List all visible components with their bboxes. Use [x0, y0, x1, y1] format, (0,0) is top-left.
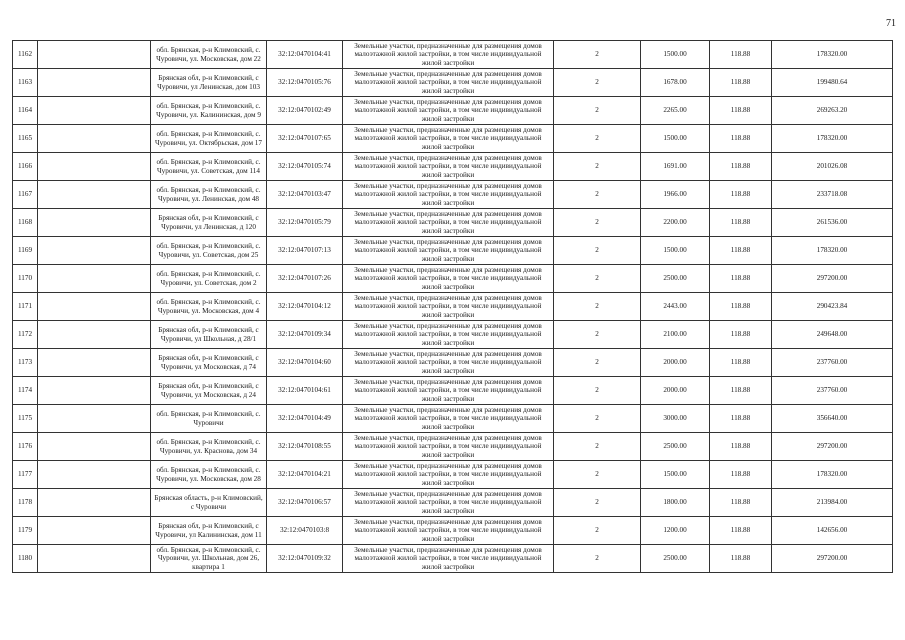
land-use-cell: Земельные участки, предназначенные для размещения домов малоэтажной жилой застройки, в том числе индивидуальной жилой застройки: [343, 545, 554, 573]
table-row: [13, 405, 893, 433]
blank-cell: [38, 377, 151, 405]
land-use-cell: Земельные участки, предназначенные для размещения домов малоэтажной жилой застройки, в том числе индивидуальной жилой застройки: [343, 293, 554, 321]
row-number-cell: 1166: [13, 153, 38, 181]
land-use-cell: Земельные участки, предназначенные для размещения домов малоэтажной жилой застройки, в том числе индивидуальной жилой застройки: [343, 321, 554, 349]
land-use-cell: Земельные участки, предназначенные для размещения домов малоэтажной жилой застройки, в том числе индивидуальной жилой застройки: [343, 349, 554, 377]
cadastral-value-cell: 201026.08: [772, 153, 893, 181]
cadastral-number-cell: 32:12:0470107:13: [267, 237, 343, 265]
group-cell: 2: [554, 377, 641, 405]
address-cell: Брянская обл, р-н Климовский, с Чуровичи, ул Школьная, д 28/1: [151, 321, 267, 349]
table-row: [13, 545, 893, 573]
address-cell: обл. Брянская, р-н Климовский, с. Чуровичи, ул. Школьная, дом 26, квартира 1: [151, 545, 267, 573]
table-row: [13, 153, 893, 181]
area-cell: 2000.00: [641, 377, 710, 405]
rate-cell: 118.88: [710, 405, 772, 433]
group-cell: 2: [554, 265, 641, 293]
area-cell: 1500.00: [641, 125, 710, 153]
land-use-cell: Земельные участки, предназначенные для размещения домов малоэтажной жилой застройки, в том числе индивидуальной жилой застройки: [343, 461, 554, 489]
cadastral-number-cell: 32:12:0470106:57: [267, 489, 343, 517]
row-number-cell: 1165: [13, 125, 38, 153]
rate-cell: 118.88: [710, 265, 772, 293]
cadastral-value-table: [12, 40, 893, 573]
area-cell: 2500.00: [641, 265, 710, 293]
cadastral-number-cell: 32:12:0470108:55: [267, 433, 343, 461]
land-use-cell: Земельные участки, предназначенные для размещения домов малоэтажной жилой застройки, в том числе индивидуальной жилой застройки: [343, 41, 554, 69]
blank-cell: [38, 209, 151, 237]
blank-cell: [38, 405, 151, 433]
group-cell: 2: [554, 517, 641, 545]
blank-cell: [38, 461, 151, 489]
cadastral-number-cell: 32:12:0470107:26: [267, 265, 343, 293]
blank-cell: [38, 265, 151, 293]
table-row: [13, 237, 893, 265]
rate-cell: 118.88: [710, 517, 772, 545]
table-row: [13, 293, 893, 321]
cadastral-number-cell: 32:12:0470105:74: [267, 153, 343, 181]
address-cell: обл. Брянская, р-н Климовский, с. Чуровичи, ул. Советская, дом 114: [151, 153, 267, 181]
area-cell: 2100.00: [641, 321, 710, 349]
rate-cell: 118.88: [710, 461, 772, 489]
group-cell: 2: [554, 433, 641, 461]
blank-cell: [38, 321, 151, 349]
row-number-cell: 1170: [13, 265, 38, 293]
group-cell: 2: [554, 545, 641, 573]
cadastral-value-cell: 261536.00: [772, 209, 893, 237]
cadastral-value-cell: 199480.64: [772, 69, 893, 97]
group-cell: 2: [554, 97, 641, 125]
address-cell: обл. Брянская, р-н Климовский, с. Чуровичи: [151, 405, 267, 433]
area-cell: 1966.00: [641, 181, 710, 209]
address-cell: обл. Брянская, р-н Климовский, с. Чуровичи, ул. Московская, дом 22: [151, 41, 267, 69]
area-cell: 1500.00: [641, 237, 710, 265]
blank-cell: [38, 69, 151, 97]
row-number-cell: 1177: [13, 461, 38, 489]
blank-cell: [38, 41, 151, 69]
group-cell: 2: [554, 489, 641, 517]
cadastral-value-cell: 233718.08: [772, 181, 893, 209]
table-row: [13, 461, 893, 489]
address-cell: обл. Брянская, р-н Климовский, с. Чуровичи, ул. Краснова, дом 34: [151, 433, 267, 461]
blank-cell: [38, 181, 151, 209]
address-cell: Брянская обл, р-н Климовский, с Чуровичи, ул Калининская, дом 11: [151, 517, 267, 545]
address-cell: Брянская обл, р-н Климовский, с Чуровичи, ул Московская, д 74: [151, 349, 267, 377]
blank-cell: [38, 125, 151, 153]
group-cell: 2: [554, 405, 641, 433]
row-number-cell: 1173: [13, 349, 38, 377]
row-number-cell: 1171: [13, 293, 38, 321]
cadastral-value-cell: 237760.00: [772, 377, 893, 405]
group-cell: 2: [554, 237, 641, 265]
table-row: [13, 517, 893, 545]
land-use-cell: Земельные участки, предназначенные для размещения домов малоэтажной жилой застройки, в том числе индивидуальной жилой застройки: [343, 489, 554, 517]
cadastral-value-cell: 269263.20: [772, 97, 893, 125]
cadastral-number-cell: 32:12:0470103:47: [267, 181, 343, 209]
cadastral-number-cell: 32:12:0470105:76: [267, 69, 343, 97]
table-row: [13, 69, 893, 97]
row-number-cell: 1168: [13, 209, 38, 237]
table-row: [13, 377, 893, 405]
land-use-cell: Земельные участки, предназначенные для размещения домов малоэтажной жилой застройки, в том числе индивидуальной жилой застройки: [343, 517, 554, 545]
land-use-cell: Земельные участки, предназначенные для размещения домов малоэтажной жилой застройки, в том числе индивидуальной жилой застройки: [343, 97, 554, 125]
blank-cell: [38, 433, 151, 461]
blank-cell: [38, 293, 151, 321]
area-cell: 2000.00: [641, 349, 710, 377]
area-cell: 1800.00: [641, 489, 710, 517]
page-number: 71: [886, 18, 896, 29]
area-cell: 1200.00: [641, 517, 710, 545]
cadastral-number-cell: 32:12:0470109:32: [267, 545, 343, 573]
land-use-cell: Земельные участки, предназначенные для размещения домов малоэтажной жилой застройки, в том числе индивидуальной жилой застройки: [343, 265, 554, 293]
row-number-cell: 1167: [13, 181, 38, 209]
area-cell: 3000.00: [641, 405, 710, 433]
cadastral-value-cell: 297200.00: [772, 545, 893, 573]
area-cell: 2500.00: [641, 433, 710, 461]
row-number-cell: 1178: [13, 489, 38, 517]
row-number-cell: 1176: [13, 433, 38, 461]
address-cell: обл. Брянская, р-н Климовский, с. Чуровичи, ул. Московская, дом 28: [151, 461, 267, 489]
area-cell: 1500.00: [641, 461, 710, 489]
cadastral-number-cell: 32:12:0470104:49: [267, 405, 343, 433]
area-cell: 2200.00: [641, 209, 710, 237]
group-cell: 2: [554, 125, 641, 153]
group-cell: 2: [554, 461, 641, 489]
row-number-cell: 1175: [13, 405, 38, 433]
cadastral-number-cell: 32:12:0470102:49: [267, 97, 343, 125]
address-cell: обл. Брянская, р-н Климовский, с. Чуровичи, ул. Ленинская, дом 48: [151, 181, 267, 209]
rate-cell: 118.88: [710, 209, 772, 237]
land-use-cell: Земельные участки, предназначенные для размещения домов малоэтажной жилой застройки, в том числе индивидуальной жилой застройки: [343, 237, 554, 265]
cadastral-number-cell: 32:12:0470105:79: [267, 209, 343, 237]
table-row: [13, 433, 893, 461]
address-cell: обл. Брянская, р-н Климовский, с. Чуровичи, ул. Калининская, дом 9: [151, 97, 267, 125]
cadastral-number-cell: 32:12:0470104:21: [267, 461, 343, 489]
address-cell: обл. Брянская, р-н Климовский, с. Чуровичи, ул. Октябрьская, дом 17: [151, 125, 267, 153]
rate-cell: 118.88: [710, 349, 772, 377]
cadastral-value-cell: 178320.00: [772, 237, 893, 265]
table-row: [13, 321, 893, 349]
table-row: [13, 97, 893, 125]
address-cell: Брянская обл, р-н Климовский, с Чуровичи, ул Ленинская, д 120: [151, 209, 267, 237]
rate-cell: 118.88: [710, 489, 772, 517]
land-use-cell: Земельные участки, предназначенные для размещения домов малоэтажной жилой застройки, в том числе индивидуальной жилой застройки: [343, 153, 554, 181]
area-cell: 2500.00: [641, 545, 710, 573]
land-use-cell: Земельные участки, предназначенные для размещения домов малоэтажной жилой застройки, в том числе индивидуальной жилой застройки: [343, 69, 554, 97]
cadastral-number-cell: 32:12:0470104:12: [267, 293, 343, 321]
group-cell: 2: [554, 321, 641, 349]
address-cell: Брянская обл, р-н Климовский, с Чуровичи, ул Московская, д 24: [151, 377, 267, 405]
group-cell: 2: [554, 349, 641, 377]
land-use-cell: Земельные участки, предназначенные для размещения домов малоэтажной жилой застройки, в том числе индивидуальной жилой застройки: [343, 377, 554, 405]
cadastral-value-cell: 249648.00: [772, 321, 893, 349]
cadastral-value-cell: 297200.00: [772, 433, 893, 461]
rate-cell: 118.88: [710, 545, 772, 573]
blank-cell: [38, 97, 151, 125]
table-row: [13, 489, 893, 517]
row-number-cell: 1180: [13, 545, 38, 573]
land-use-cell: Земельные участки, предназначенные для размещения домов малоэтажной жилой застройки, в том числе индивидуальной жилой застройки: [343, 209, 554, 237]
row-number-cell: 1162: [13, 41, 38, 69]
group-cell: 2: [554, 181, 641, 209]
area-cell: 2443.00: [641, 293, 710, 321]
address-cell: Брянская обл, р-н Климовский, с Чуровичи, ул Ленинская, дом 103: [151, 69, 267, 97]
row-number-cell: 1164: [13, 97, 38, 125]
table-row: [13, 209, 893, 237]
blank-cell: [38, 517, 151, 545]
row-number-cell: 1174: [13, 377, 38, 405]
cadastral-value-cell: 290423.84: [772, 293, 893, 321]
blank-cell: [38, 237, 151, 265]
cadastral-value-cell: 356640.00: [772, 405, 893, 433]
blank-cell: [38, 545, 151, 573]
address-cell: обл. Брянская, р-н Климовский, с. Чуровичи, ул. Советская, дом 25: [151, 237, 267, 265]
rate-cell: 118.88: [710, 97, 772, 125]
cadastral-value-cell: 178320.00: [772, 461, 893, 489]
row-number-cell: 1179: [13, 517, 38, 545]
area-cell: 1500.00: [641, 41, 710, 69]
cadastral-number-cell: 32:12:0470107:65: [267, 125, 343, 153]
area-cell: 1691.00: [641, 153, 710, 181]
group-cell: 2: [554, 293, 641, 321]
blank-cell: [38, 489, 151, 517]
land-use-cell: Земельные участки, предназначенные для размещения домов малоэтажной жилой застройки, в том числе индивидуальной жилой застройки: [343, 181, 554, 209]
table-row: [13, 125, 893, 153]
address-cell: обл. Брянская, р-н Климовский, с. Чуровичи, ул. Советская, дом 2: [151, 265, 267, 293]
area-cell: 1678.00: [641, 69, 710, 97]
cadastral-number-cell: 32:12:0470104:41: [267, 41, 343, 69]
cadastral-number-cell: 32:12:0470104:61: [267, 377, 343, 405]
cadastral-value-cell: 213984.00: [772, 489, 893, 517]
land-use-cell: Земельные участки, предназначенные для размещения домов малоэтажной жилой застройки, в том числе индивидуальной жилой застройки: [343, 405, 554, 433]
table-row: [13, 41, 893, 69]
address-cell: обл. Брянская, р-н Климовский, с. Чуровичи, ул. Московская, дом 4: [151, 293, 267, 321]
rate-cell: 118.88: [710, 181, 772, 209]
cadastral-number-cell: 32:12:0470103:8: [267, 517, 343, 545]
cadastral-number-cell: 32:12:0470109:34: [267, 321, 343, 349]
cadastral-value-cell: 178320.00: [772, 125, 893, 153]
rate-cell: 118.88: [710, 377, 772, 405]
group-cell: 2: [554, 69, 641, 97]
address-cell: Брянская область, р-н Климовский, с Чуровичи: [151, 489, 267, 517]
row-number-cell: 1163: [13, 69, 38, 97]
cadastral-number-cell: 32:12:0470104:60: [267, 349, 343, 377]
rate-cell: 118.88: [710, 69, 772, 97]
land-use-cell: Земельные участки, предназначенные для размещения домов малоэтажной жилой застройки, в том числе индивидуальной жилой застройки: [343, 433, 554, 461]
rate-cell: 118.88: [710, 321, 772, 349]
group-cell: 2: [554, 209, 641, 237]
row-number-cell: 1172: [13, 321, 38, 349]
table-row: [13, 349, 893, 377]
rate-cell: 118.88: [710, 237, 772, 265]
group-cell: 2: [554, 153, 641, 181]
cadastral-value-cell: 237760.00: [772, 349, 893, 377]
rate-cell: 118.88: [710, 293, 772, 321]
table-body: [13, 41, 893, 573]
table-row: [13, 181, 893, 209]
cadastral-value-cell: 142656.00: [772, 517, 893, 545]
rate-cell: 118.88: [710, 125, 772, 153]
area-cell: 2265.00: [641, 97, 710, 125]
group-cell: 2: [554, 41, 641, 69]
cadastral-value-cell: 297200.00: [772, 265, 893, 293]
blank-cell: [38, 349, 151, 377]
rate-cell: 118.88: [710, 433, 772, 461]
rate-cell: 118.88: [710, 41, 772, 69]
blank-cell: [38, 153, 151, 181]
cadastral-value-cell: 178320.00: [772, 41, 893, 69]
row-number-cell: 1169: [13, 237, 38, 265]
land-use-cell: Земельные участки, предназначенные для размещения домов малоэтажной жилой застройки, в том числе индивидуальной жилой застройки: [343, 125, 554, 153]
table-row: [13, 265, 893, 293]
rate-cell: 118.88: [710, 153, 772, 181]
